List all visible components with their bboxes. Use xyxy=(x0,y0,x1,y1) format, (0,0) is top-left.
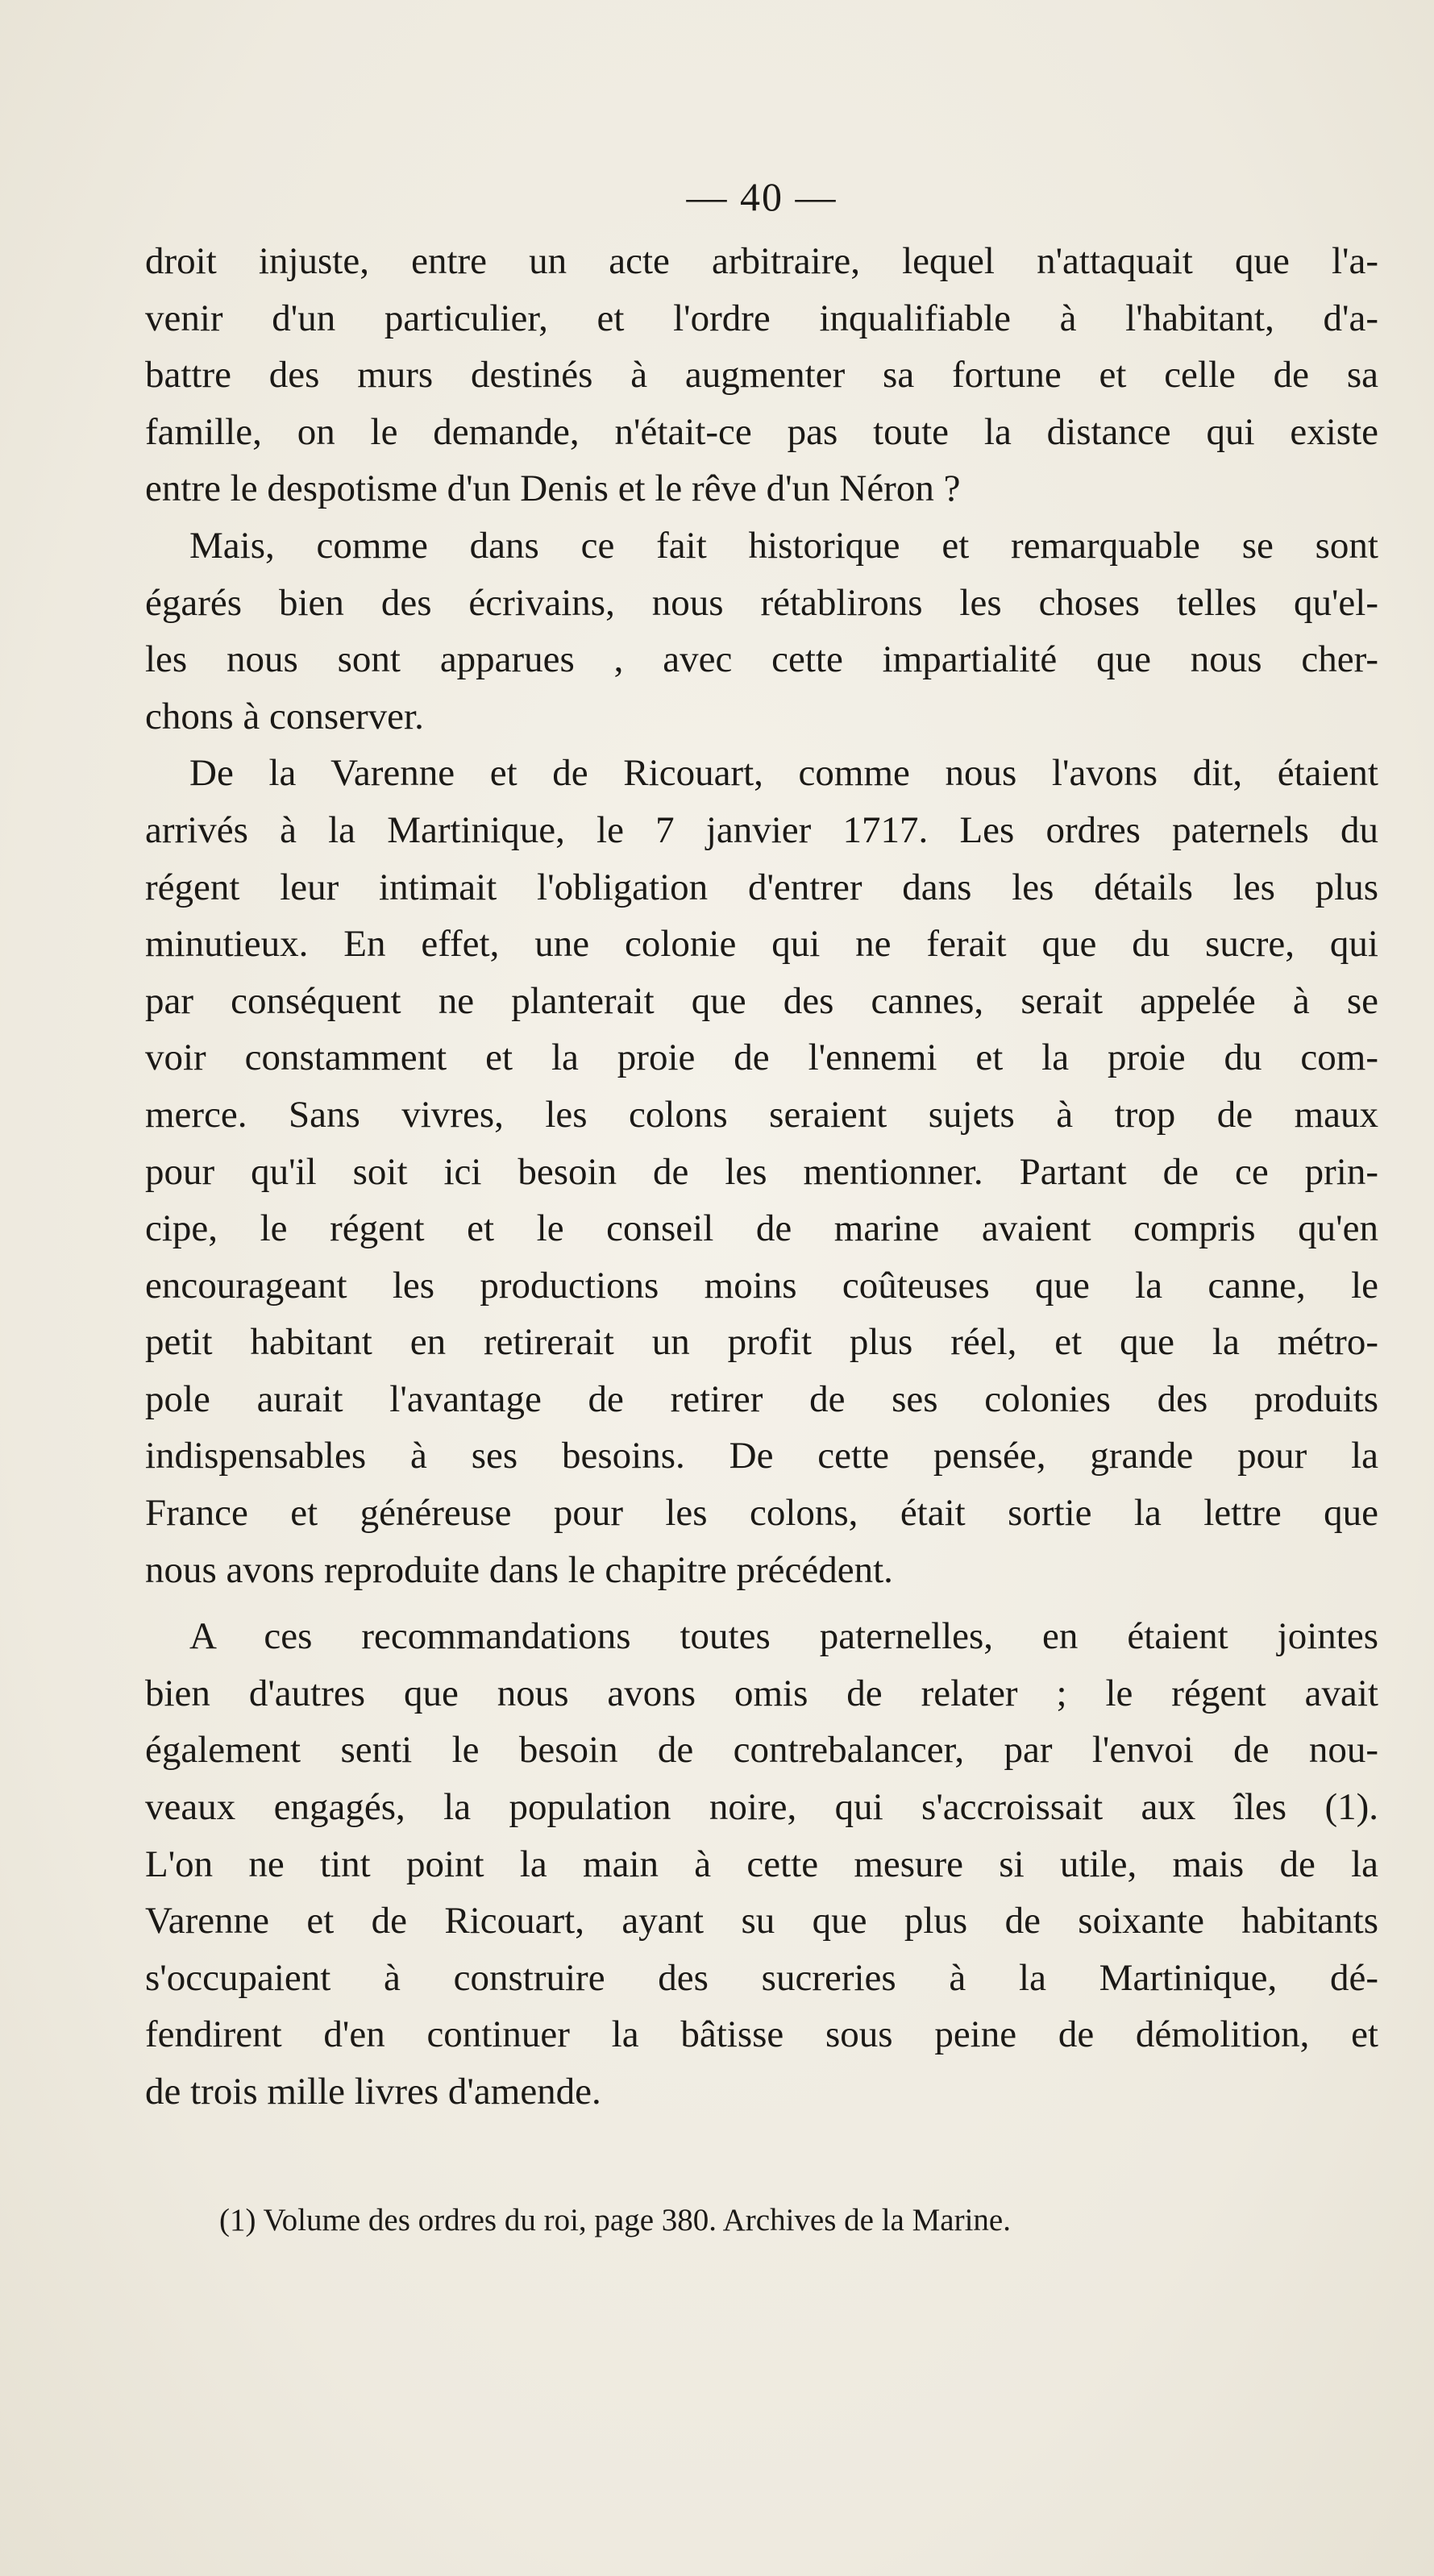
text-line: cipe, le régent et le conseil de marine avaient compris qu'en xyxy=(145,1207,1378,1250)
paragraph-gap xyxy=(145,1598,1378,1608)
text-line: encourageant les productions moins coûteuses que la canne, le xyxy=(145,1264,1378,1307)
text-line: par conséquent ne planterait que des cannes, serait appelée à se xyxy=(145,979,1378,1022)
text-line: merce. Sans vivres, les colons seraient sujets à trop de maux xyxy=(145,1093,1378,1136)
text-line: pole aurait l'avantage de retirer de ses colonies des produits xyxy=(145,1377,1378,1420)
paragraph-1 xyxy=(145,233,1378,517)
text-line: indispensables à ses besoins. De cette pensée, grande pour la xyxy=(145,1435,1378,1477)
text-line: venir d'un particulier, et l'ordre inqualifiable à l'habitant, d'a- xyxy=(145,297,1378,339)
text-line: les nous sont apparues , avec cette impartialité que nous cher- xyxy=(145,638,1378,681)
text-line: arrivés à la Martinique, le 7 janvier 1717. Les ordres paternels du xyxy=(145,808,1378,851)
text-line: bien d'autres que nous avons omis de relater ; le régent avait xyxy=(145,1672,1378,1714)
text-line: droit injuste, entre un acte arbitraire, lequel n'attaquait que l'a- xyxy=(145,240,1378,282)
paragraph-3 xyxy=(145,745,1378,1598)
text-line: de trois mille livres d'amende. xyxy=(145,2071,601,2113)
text-line: égarés bien des écrivains, nous rétablirons les choses telles qu'el- xyxy=(145,581,1378,624)
text-line: régent leur intimait l'obligation d'entrer dans les détails les plus xyxy=(145,866,1378,908)
text-line: voir constamment et la proie de l'ennemi et la proie du com- xyxy=(145,1037,1378,1079)
page-number: — 40 — xyxy=(686,174,838,219)
text-line: De la Varenne et de Ricouart, comme nous l'avons dit, étaient xyxy=(189,752,1378,795)
text-line: battre des murs destinés à augmenter sa fortune et celle de sa xyxy=(145,354,1378,397)
paragraph-2 xyxy=(145,517,1378,745)
text-line: pour qu'il soit ici besoin de les mentionner. Partant de ce prin- xyxy=(145,1150,1378,1193)
text-line: veaux engagés, la population noire, qui s'accroissait aux îles (1). xyxy=(145,1786,1378,1829)
text-line: France et généreuse pour les colons, était sortie la lettre que xyxy=(145,1492,1378,1535)
text-line: Mais, comme dans ce fait historique et remarquable se sont xyxy=(189,524,1378,567)
text-line: chons à conserver. xyxy=(145,695,424,737)
text-block xyxy=(145,173,1378,2243)
text-line: Varenne et de Ricouart, ayant su que plus de soixante habitants xyxy=(145,1900,1378,1942)
text-line: petit habitant en retirerait un profit plus réel, et que la métro- xyxy=(145,1321,1378,1364)
text-line: nous avons reproduite dans le chapitre précédent. xyxy=(145,1548,893,1591)
text-line: famille, on le demande, n'était-ce pas toute la distance qui existe xyxy=(145,410,1378,453)
text-line: minutieux. En effet, une colonie qui ne ferait que du sucre, qui xyxy=(145,923,1378,966)
text-line: entre le despotisme d'un Denis et le rêve d'un Néron ? xyxy=(145,467,961,510)
text-line: A ces recommandations toutes paternelles, en étaient jointes xyxy=(189,1615,1378,1658)
paragraph-4 xyxy=(145,1608,1378,2120)
footnote: (1) Volume des ordres du roi, page 380. Archives de la Marine. xyxy=(219,2202,1011,2237)
text-line: L'on ne tint point la main à cette mesure si utile, mais de la xyxy=(145,1843,1378,1885)
text-line: également senti le besoin de contrebalancer, par l'envoi de nou- xyxy=(145,1729,1378,1772)
text-line: s'occupaient à construire des sucreries à la Martinique, dé- xyxy=(145,1956,1378,1999)
text-line: fendirent d'en continuer la bâtisse sous peine de démolition, et xyxy=(145,2013,1378,2056)
